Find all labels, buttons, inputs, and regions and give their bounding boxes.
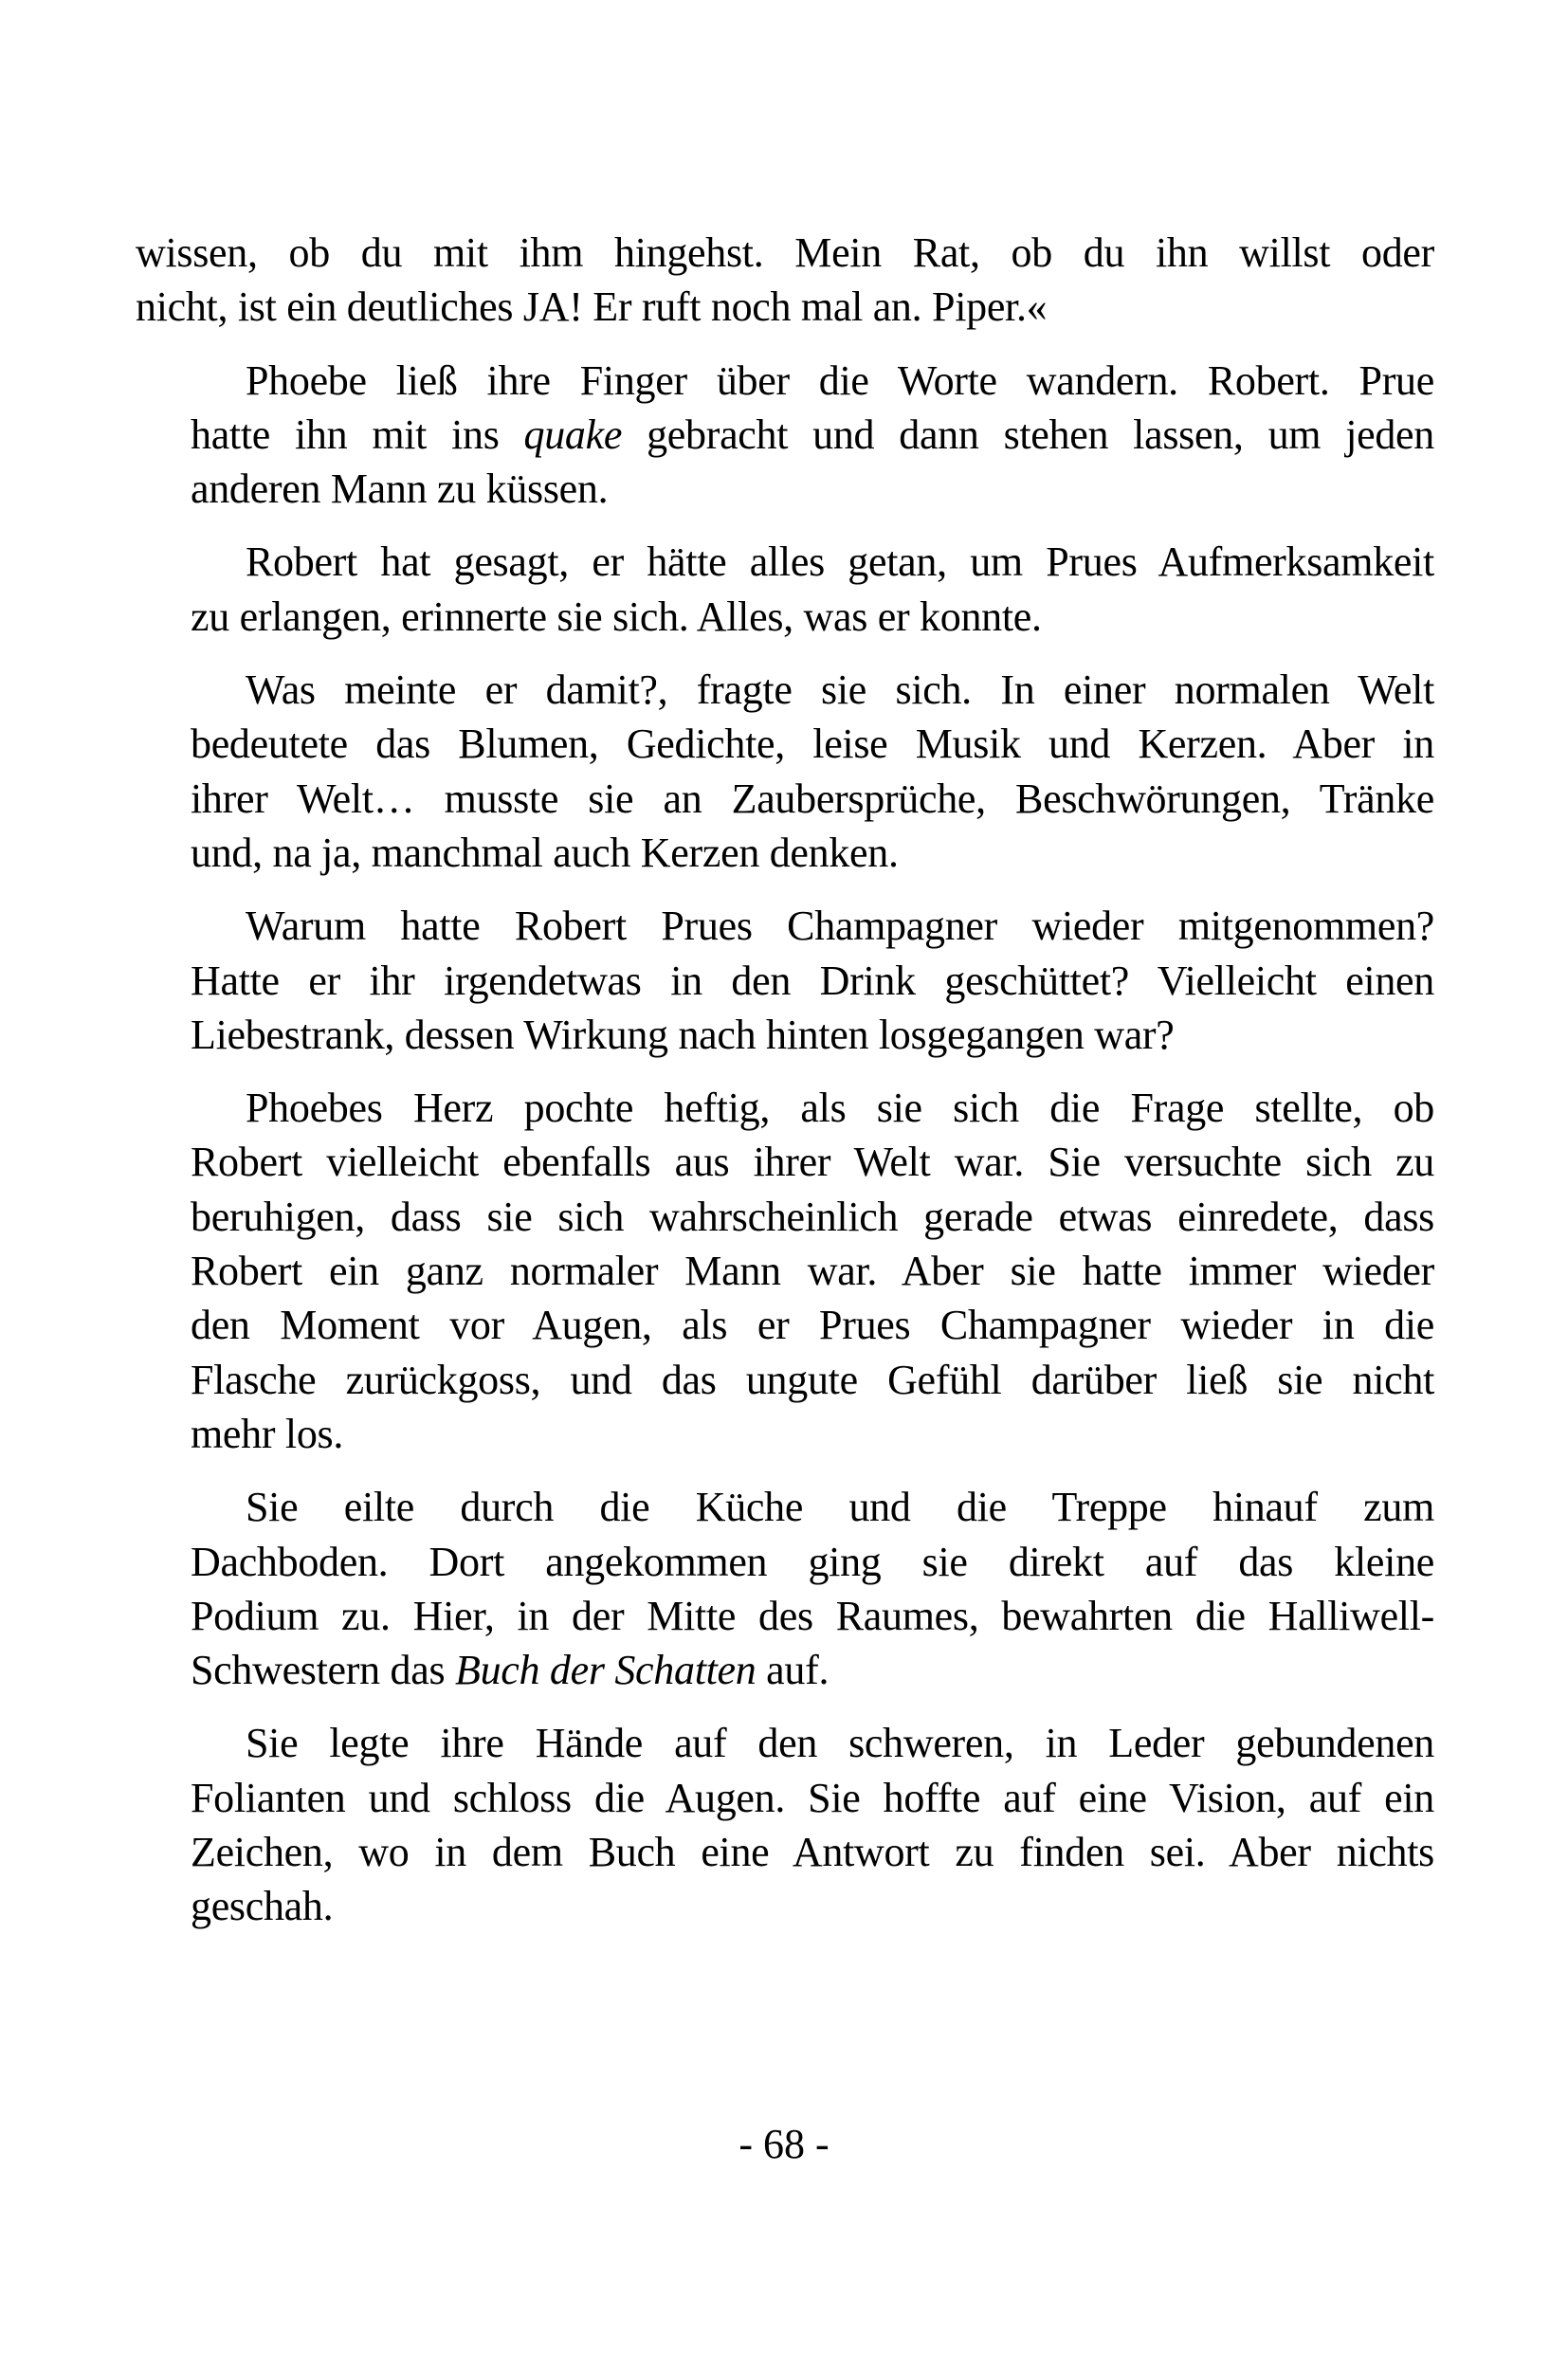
paragraph-5: [136, 899, 1434, 1062]
text-fragment: Schwestern das: [191, 1647, 455, 1694]
text-line: Zeichen, wo in dem Buch eine Antwort zu finden sei. Aber nichts: [191, 1829, 1434, 1876]
text-line: geschah.: [191, 1883, 334, 1930]
text-line: nicht, ist ein deutliches JA! Er ruft noch mal an. Piper.«: [136, 283, 1048, 331]
text-line: und, na ja, manchmal auch Kerzen denken.: [191, 829, 899, 876]
text-line: Folianten und schloss die Augen. Sie hoffte auf eine Vision, auf ein: [191, 1774, 1434, 1821]
text-line: bedeutete das Blumen, Gedichte, leise Musik und Kerzen. Aber in: [191, 721, 1434, 768]
text-line: Robert hat gesagt, er hätte alles getan, um Prues Aufmerksamkeit: [246, 538, 1434, 586]
text-line: Robert ein ganz normaler Mann war. Aber sie hatte immer wieder: [191, 1248, 1434, 1295]
text-line: Dachboden. Dort angekommen ging sie direkt auf das kleine: [191, 1538, 1434, 1585]
text-line: Podium zu. Hier, in der Mitte des Raumes, bewahrten die Halliwell-: [191, 1592, 1434, 1639]
text-fragment: auf.: [756, 1647, 830, 1694]
text-line: Phoebe ließ ihre Finger über die Worte wandern. Robert. Prue: [246, 356, 1434, 404]
paragraph-6: [136, 1081, 1434, 1461]
text-line: mehr los.: [191, 1410, 344, 1457]
text-line: Phoebes Herz pochte heftig, als sie sich die Frage stellte, ob: [246, 1085, 1434, 1132]
text-line: den Moment vor Augen, als er Prues Champagner wieder in die: [191, 1302, 1434, 1349]
text-line: Robert vielleicht ebenfalls aus ihrer Welt war. Sie versuchte sich zu: [191, 1139, 1434, 1186]
text-line: Was meinte er damit?, fragte sie sich. In einer normalen Welt: [246, 666, 1434, 714]
text-line: ihrer Welt… musste sie an Zaubersprüche, Beschwörungen, Tränke: [191, 775, 1434, 822]
paragraph-4: [136, 663, 1434, 880]
text-line: Hatte er ihr irgendetwas in den Drink geschüttet? Vielleicht einen: [191, 957, 1434, 1004]
text-line: Liebestrank, dessen Wirkung nach hinten losgegangen war?: [191, 1011, 1175, 1058]
page-number: - 68 -: [738, 2121, 830, 2167]
text-fragment: hatte ihn mit ins: [191, 411, 524, 458]
paragraph-2: [136, 354, 1434, 517]
text-line-with-italic: [136, 1643, 1434, 1697]
text-line: Sie legte ihre Hände auf den schweren, in Leder gebundenen: [246, 1720, 1434, 1767]
text-line: Sie eilte durch die Küche und die Treppe hinauf zum: [246, 1484, 1434, 1531]
paragraph-1: [136, 226, 1434, 335]
text-line: Flasche zurückgoss, und das ungute Gefühl darüber ließ sie nicht: [191, 1356, 1434, 1403]
text-line-with-italic: [136, 408, 1434, 462]
text-line: beruhigen, dass sie sich wahrscheinlich gerade etwas einredete, dass: [191, 1193, 1434, 1240]
text-line: wissen, ob du mit ihm hingehst. Mein Rat, ob du ihn willst oder: [136, 229, 1434, 276]
paragraph-8: [136, 1716, 1434, 1933]
italic-word: quake: [523, 411, 623, 458]
body-text: [136, 226, 1434, 1953]
paragraph-7: [136, 1480, 1434, 1697]
paragraph-3: [136, 535, 1434, 644]
text-line: zu erlangen, erinnerte sie sich. Alles, was er konnte.: [191, 593, 1042, 640]
book-title: Buch der Schatten: [455, 1647, 757, 1694]
text-fragment: gebracht und dann stehen lassen, um jeden: [622, 411, 1434, 458]
text-line: Warum hatte Robert Prues Champagner wieder mitgenommen?: [246, 903, 1434, 950]
text-line: anderen Mann zu küssen.: [191, 465, 609, 513]
